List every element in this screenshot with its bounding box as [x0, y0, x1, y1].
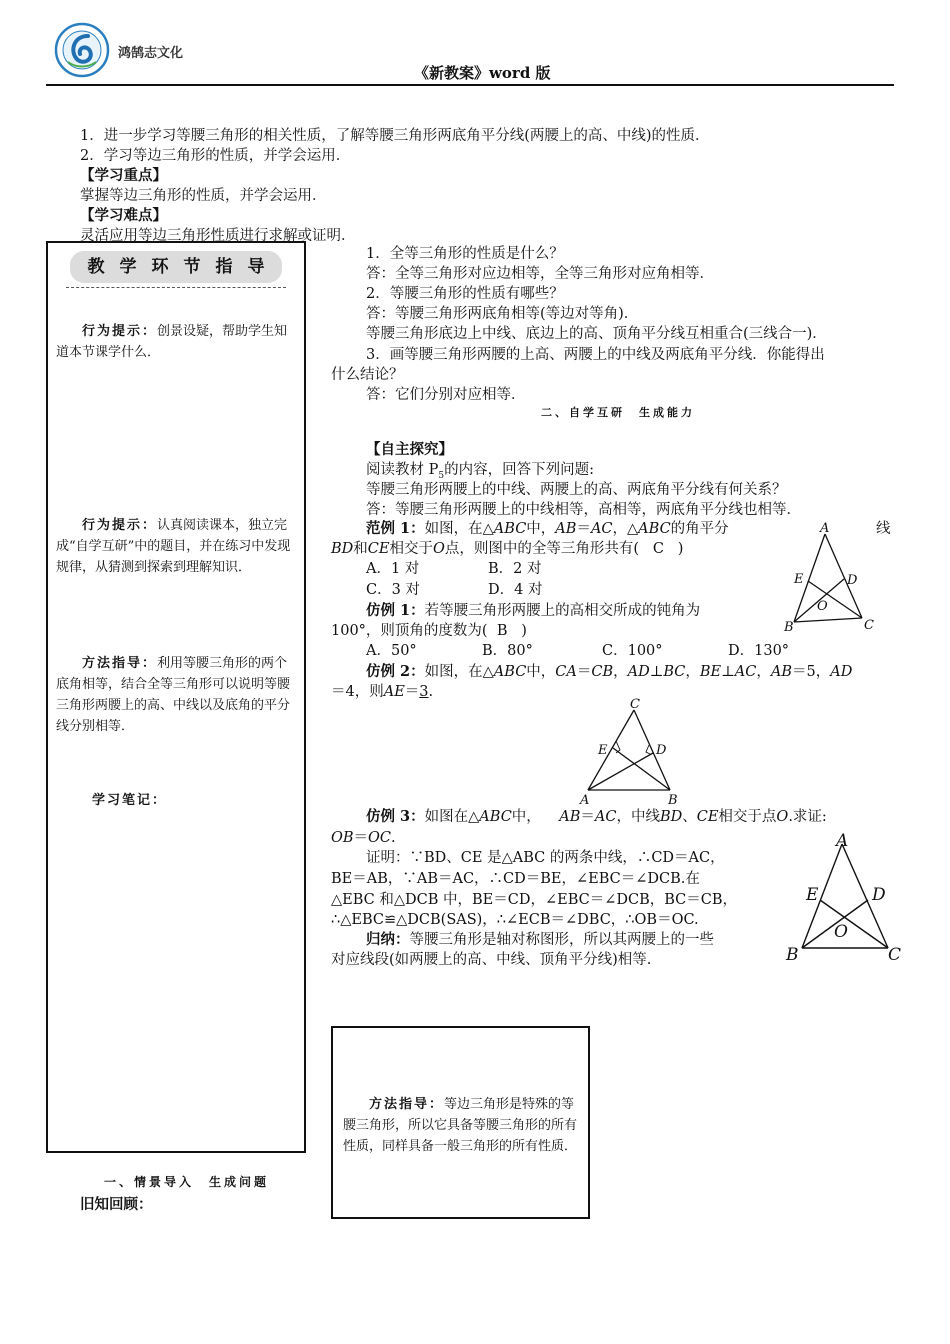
explore-question: 等腰三角形两腰上的中线、两腰上的高、两底角平分线有何关系？: [366, 482, 787, 498]
proof-line-3: △EBC 和△DCB 中，BE＝CD，∠EBC＝∠DCB，BC＝CB，: [331, 892, 738, 908]
fig2-side-ca: [588, 710, 634, 790]
difficulty-text: 灵活应用等边三角形性质进行求解或证明．: [80, 228, 356, 244]
sidebar-method: 方法指导：利用等腰三角形的两个底角相等，结合全等三角形可以说明等腰三角形两腰上的高、中线以及底角的平分线分别相等．: [56, 656, 291, 734]
fig3-label-a: A: [836, 831, 849, 851]
fig2-label-d: D: [656, 743, 667, 758]
example-1-answer: C: [652, 541, 664, 557]
imitate-1-answer: B: [496, 623, 508, 639]
banner-char: 节: [183, 257, 201, 277]
review-q1: 1．全等三角形的性质是什么？: [366, 246, 564, 262]
fig3-label-o: O: [834, 922, 848, 942]
method-guide-box: [331, 1026, 590, 1219]
fig1-label-o: O: [817, 599, 828, 614]
key-point-text: 掌握等边三角形的性质，并学会运用．: [80, 188, 327, 204]
proof-line-1: 证明：∵BD、CE 是△ABC 的两条中线，∴CD＝AC，: [366, 850, 725, 866]
figure-1-triangle: [780, 518, 880, 636]
key-point-label: 【学习重点】: [80, 167, 167, 184]
fig2-label-e: E: [598, 743, 608, 758]
brand-name: 鸿鹄志文化: [118, 46, 184, 61]
fig2-label-c: C: [630, 697, 640, 712]
objective-2: 2．学习等边三角形的性质，并学会运用．: [80, 148, 351, 164]
fig1-side-bc: [794, 618, 862, 622]
fig3-label-b: B: [786, 945, 799, 965]
method-box-text: 方法指导：等边三角形是特殊的等腰三角形，所以它具备等腰三角形的所有性质，同样具备一般三角形的所有性质．: [343, 1097, 578, 1154]
imitate-2-line2: ＝4，则AE＝3.: [331, 684, 434, 700]
review-a1: 答：全等三角形对应边相等，全等三角形对应角相等．: [366, 266, 714, 282]
read-instruction: 阅读教材 $P_5$的内容，回答下列问题:: [366, 462, 594, 481]
fig1-label-d: D: [847, 573, 858, 588]
banner-char: 导: [247, 257, 265, 277]
fig1-label-a: A: [820, 521, 830, 536]
explore-answer: 答：等腰三角形两腰上的中线相等，高相等，两底角平分线也相等．: [366, 502, 801, 518]
sidebar-tip-2: 行为提示：认真阅读课本，独立完成“自学互研”中的题目，并在练习中发现规律，从猜测到探索到理解知识．: [56, 518, 291, 575]
sidebar-tip-1: 行为提示：创景设疑，帮助学生知道本节课学什么．: [56, 324, 288, 360]
example-1-option-d: D．4 对: [488, 582, 543, 598]
review-label: 旧知回顾：: [80, 1196, 153, 1213]
proof-line-2: BE＝AB，∵AB＝AC，∴CD＝BE，∠EBC＝∠DCB.在: [331, 871, 700, 887]
example-1-line1: 范例 1：如图，在△ABC中，AB＝AC，△ABC的角平分: [366, 520, 729, 537]
explore-label: 【自主探究】: [366, 441, 453, 458]
example-1-line2: BD和CE相交于O点，则图中的全等三角形共有( C ): [331, 541, 684, 557]
proof-line-4: ∴△EBC≌△DCB(SAS)，∴∠ECB＝∠DBC，∴OB＝OC.: [331, 912, 699, 928]
fig1-label-b: B: [784, 620, 794, 635]
banner-char: 环: [151, 257, 169, 277]
figure-3-triangle: [784, 828, 906, 968]
sidebar-guide-box: [46, 241, 306, 1153]
banner-char: 学: [119, 257, 137, 277]
fig2-label-b: B: [668, 793, 678, 808]
example-1-option-a: A．1 对: [366, 561, 420, 577]
imitate-3-line1: 仿例 3：如图在△ABC中， AB＝AC，中线BD、CE相交于点O.求证:: [366, 808, 827, 825]
imitate-1-option-a: A．50°: [366, 643, 417, 659]
summary-line-2: 对应线段(如两腰上的高、中线、顶角平分线)相等.: [331, 952, 652, 968]
summary-line-1: 归纳：等腰三角形是轴对称图形，所以其两腰上的一些: [366, 931, 714, 948]
figure-2-triangle: [576, 696, 686, 808]
imitate-1-option-d: D．130°: [728, 643, 790, 659]
imitate-1-line1: 仿例 1：若等腰三角形两腰上的高相交所成的钝角为: [366, 602, 701, 619]
guide-banner: [70, 251, 282, 283]
review-a3: 答：它们分别对应相等．: [366, 387, 526, 403]
banner-dashed-rule: [66, 287, 286, 288]
banner-char: 教: [87, 257, 105, 277]
example-1-line1-tail: 线: [876, 521, 891, 537]
review-a2: 答：等腰三角形两底角相等(等边对等角)．: [366, 306, 639, 322]
section-2-title: 二、自学互研 生成能力: [541, 406, 695, 419]
fig3-label-d: D: [872, 885, 886, 905]
imitate-1-option-b: B．80°: [482, 643, 533, 659]
fig2-label-a: A: [580, 793, 590, 808]
sidebar-notes-label: 学习笔记：: [92, 793, 168, 808]
imitate-1-option-c: C．100°: [602, 643, 663, 659]
banner-char: 指: [215, 257, 233, 277]
brand-logo-icon: [54, 22, 110, 78]
example-1-option-b: B．2 对: [488, 561, 542, 577]
review-a2b: 等腰三角形底边上中线、底边上的高、顶角平分线互相重合(三线合一)．: [366, 326, 827, 342]
example-1-option-c: C．3 对: [366, 582, 420, 598]
fig2-right-angle-d: [646, 745, 650, 754]
difficulty-label: 【学习难点】: [80, 207, 167, 224]
imitate-2-line1: 仿例 2：如图，在△ABC中，CA＝CB，AD⊥BC，BE⊥AC，AB＝5，AD: [366, 663, 853, 680]
review-q2: 2．等腰三角形的性质有哪些？: [366, 286, 564, 302]
imitate-1-line2: 100°，则顶角的度数为( B ): [331, 623, 527, 639]
section-1-title: 一、情景导入 生成问题: [104, 1175, 270, 1189]
fig3-label-e: E: [806, 885, 819, 905]
fig1-label-e: E: [794, 572, 804, 587]
review-q3-line2: 什么结论？: [331, 367, 404, 383]
imitate-3-line2: OB＝OC.: [331, 830, 396, 846]
fig1-label-c: C: [864, 618, 874, 633]
imitate-2-answer: 3: [419, 684, 429, 700]
review-q3-line1: 3．画等腰三角形两腰的上高、两腰上的中线及两底角平分线．你能得出: [366, 347, 825, 363]
brand-logo: [54, 22, 110, 78]
fig3-label-c: C: [888, 945, 902, 965]
doc-title: 《新教案》word 版: [414, 64, 551, 82]
header-rule: [46, 84, 894, 86]
fig2-altitude-ad: [588, 753, 653, 790]
objective-1: 1．进一步学习等腰三角形的相关性质，了解等腰三角形两底角平分线(两腰上的高、中线)的性质．: [80, 128, 710, 144]
